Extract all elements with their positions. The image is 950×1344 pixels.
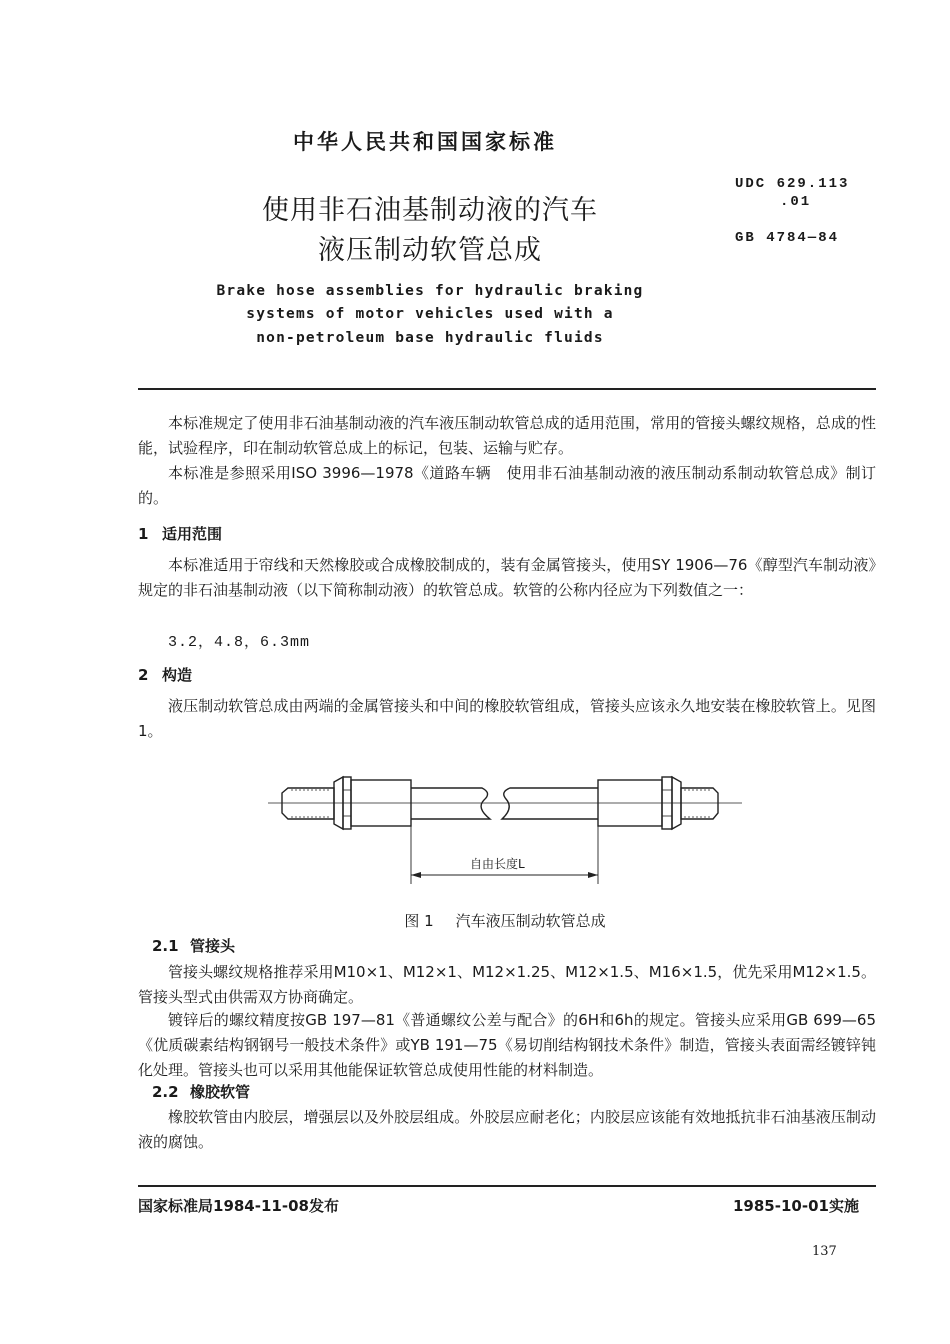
intro-paragraph-1: 本标准规定了使用非石油基制动液的汽车液压制动软管总成的适用范围，常用的管接头螺纹规格，总成的性能，试验程序，印在制动软管总成上的标记，包装、运输与贮存。 [138, 414, 876, 457]
intro-paragraph-2: 本标准是参照采用ISO 3996—1978《道路车辆 使用非石油基制动液的液压制动系制动软管总成》制订的。 [138, 464, 876, 507]
title-en-line1: Brake hose assemblies for hydraulic braking [216, 283, 644, 299]
title-en-line2: systems of motor vehicles used with a [246, 306, 614, 322]
left-thread-nose [282, 788, 334, 819]
right-thread-nose [681, 788, 718, 819]
issue-date: 国家标准局1984-11-08发布 [138, 1197, 339, 1215]
section-2-2-heading: 2.2 橡胶软管 [152, 1083, 251, 1101]
section-2-1-paragraph-2: 镀锌后的螺纹精度按GB 197—81《普通螺纹公差与配合》的6H和6h的规定。管接头应采用GB 699—65《优质碳素结构钢钢号一般技术条件》或YB 191—75《易切削结构钢技术条件》制造，管接头表面需经镀锌钝化处理。管接头也可以采用其他能保证软管总成使用性能的材料制造。 [138, 1011, 876, 1079]
national-standard-heading: 中华人民共和国国家标准 [293, 130, 557, 154]
effective-date: 1985-10-01实施 [733, 1197, 859, 1215]
section-1-heading: 1 适用范围 [138, 525, 223, 543]
free-length-label: 自由长度L [470, 857, 525, 871]
section-2-1-paragraph-1: 管接头螺纹规格推荐采用M10×1、M12×1、M12×1.25、M12×1.5、M16×1.5，优先采用M12×1.5。管接头型式由供需双方协商确定。 [138, 963, 876, 1006]
section-2-1-heading: 2.1 管接头 [152, 937, 236, 955]
page-number: 137 [812, 1244, 837, 1259]
title-cn-line2: 液压制动软管总成 [318, 235, 542, 266]
left-hose-segment [411, 788, 490, 819]
section-2-paragraph: 液压制动软管总成由两端的金属管接头和中间的橡胶软管组成，管接头应该永久地安装在橡胶软管上。见图1。 [138, 697, 876, 740]
section-1-paragraph: 本标准适用于帘线和天然橡胶或合成橡胶制成的，装有金属管接头，使用SY 1906—76《醇型汽车制动液》规定的非石油基制动液（以下简称制动液）的软管总成。软管的公称内径应为下列数值之一： [138, 556, 876, 599]
figure-1-caption: 图 1 汽车液压制动软管总成 [404, 912, 606, 930]
title-cn-line1: 使用非石油基制动液的汽车 [262, 195, 598, 226]
title-en-line3: non-petroleum base hydraulic fluids [256, 330, 604, 346]
section-2-2-paragraph: 橡胶软管由内胶层，增强层以及外胶层组成。外胶层应耐老化；内胶层应该能有效地抵抗非石油基液压制动液的腐蚀。 [138, 1108, 876, 1151]
udc-code: UDC 629.113 [735, 176, 850, 192]
udc-code-sub: .01 [780, 194, 812, 210]
hose-diameter-values: 3.2，4.8，6.3mm [168, 634, 311, 651]
gb-code: GB 4784—84 [735, 230, 840, 246]
section-2-heading: 2 构造 [138, 666, 193, 684]
footer-rule [138, 1185, 876, 1187]
right-hose-segment [502, 788, 598, 819]
